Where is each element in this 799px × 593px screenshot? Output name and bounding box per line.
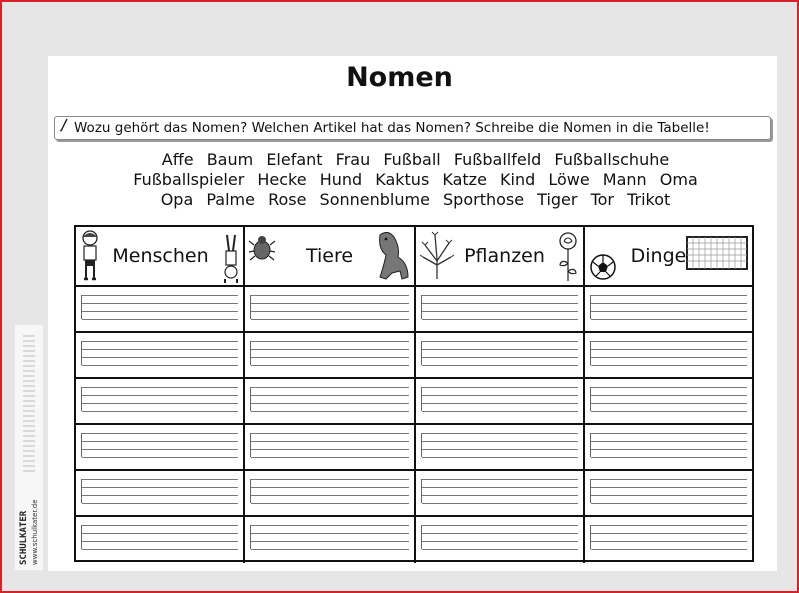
writing-lines [590,525,747,549]
writing-cell[interactable] [76,379,245,425]
writing-lines [250,525,409,549]
rose-icon [557,229,579,283]
writing-lines [421,295,578,319]
word-row-1 [0,150,799,170]
writing-lines [81,433,238,457]
writing-lines [590,479,747,503]
word: Oma [659,170,698,189]
bush-icon [419,231,455,281]
copyright-fine-print [23,335,35,475]
writing-cell[interactable] [416,379,585,425]
writing-lines [81,387,238,411]
header-pflanzen [416,227,585,287]
word: Trikot [627,190,671,209]
writing-cell[interactable] [416,517,585,563]
word: Mann [602,170,647,189]
word: Rose [268,190,307,209]
writing-lines [250,341,409,365]
word: Kind [500,170,536,189]
writing-lines [590,387,747,411]
writing-lines [81,341,238,365]
word: Palme [206,190,255,209]
writing-lines [590,295,747,319]
writing-cell[interactable] [416,425,585,471]
writing-cell[interactable] [76,517,245,563]
instruction-box [54,116,771,140]
word: Sporthose [443,190,525,209]
header-tiere [245,227,416,287]
writing-lines [250,295,409,319]
writing-cell[interactable] [76,287,245,333]
writing-cell[interactable] [416,333,585,379]
writing-lines [250,387,409,411]
word-row-2 [0,170,799,190]
word: Elefant [266,150,323,169]
word: Tor [590,190,614,209]
header-label: Menschen [112,245,209,267]
word: Baum [206,150,254,169]
writing-lines [421,433,578,457]
writing-cell[interactable] [76,425,245,471]
header-label: Tiere [305,245,354,267]
page-title: Nomen [346,62,453,93]
word: Kaktus [375,170,430,189]
word: Hecke [257,170,307,189]
header-dinge [585,227,752,287]
publisher-logo [15,325,43,570]
header-menschen [76,227,245,287]
writing-cell[interactable] [245,333,416,379]
writing-lines [590,433,747,457]
writing-cell[interactable] [585,379,752,425]
writing-lines [81,479,238,503]
writing-cell[interactable] [76,471,245,517]
word: Tiger [537,190,578,209]
writing-cell[interactable] [245,379,416,425]
writing-cell[interactable] [245,517,416,563]
instruction-text: Wozu gehört das Nomen? Welchen Artikel hat das Nomen? Schreibe die Nomen in die Tabelle! [74,120,710,136]
writing-lines [421,479,578,503]
writing-cell[interactable] [245,471,416,517]
writing-cell[interactable] [416,287,585,333]
writing-lines [590,341,747,365]
writing-cell[interactable] [245,287,416,333]
writing-cell[interactable] [585,471,752,517]
football-icon [589,253,617,281]
writing-cell[interactable] [245,425,416,471]
word: Fußballspieler [133,170,245,189]
word: Sonnenblume [319,190,430,209]
writing-lines [421,341,578,365]
word: Fußballfeld [453,150,542,169]
writing-cell[interactable] [585,287,752,333]
writing-lines [81,525,238,549]
word: Affe [161,150,194,169]
logo-brand: SCHULKATER [19,510,29,565]
word: Fußballschuhe [554,150,670,169]
writing-cell[interactable] [416,471,585,517]
writing-cell[interactable] [585,333,752,379]
writing-lines [421,387,578,411]
dog-icon [374,229,412,283]
logo-url: www.schulkater.de [31,499,39,565]
writing-cell[interactable] [585,425,752,471]
sorting-table [74,225,754,562]
writing-cell[interactable] [76,333,245,379]
word: Opa [160,190,194,209]
writing-lines [250,433,409,457]
word: Katze [442,170,487,189]
header-label: Dinge [630,245,687,267]
word-bank [0,150,799,210]
word-row-3 [0,190,799,210]
writing-lines [421,525,578,549]
child-icon [79,229,101,283]
word: Frau [335,150,371,169]
writing-lines [250,479,409,503]
handstand-child-icon [222,233,240,285]
pencil-icon [59,117,71,139]
word: Fußball [383,150,441,169]
writing-lines [81,295,238,319]
goal-icon [685,233,749,273]
beetle-icon [248,235,276,261]
word: Hund [319,170,363,189]
word: Löwe [548,170,590,189]
header-label: Pflanzen [464,245,545,267]
writing-cell[interactable] [585,517,752,563]
